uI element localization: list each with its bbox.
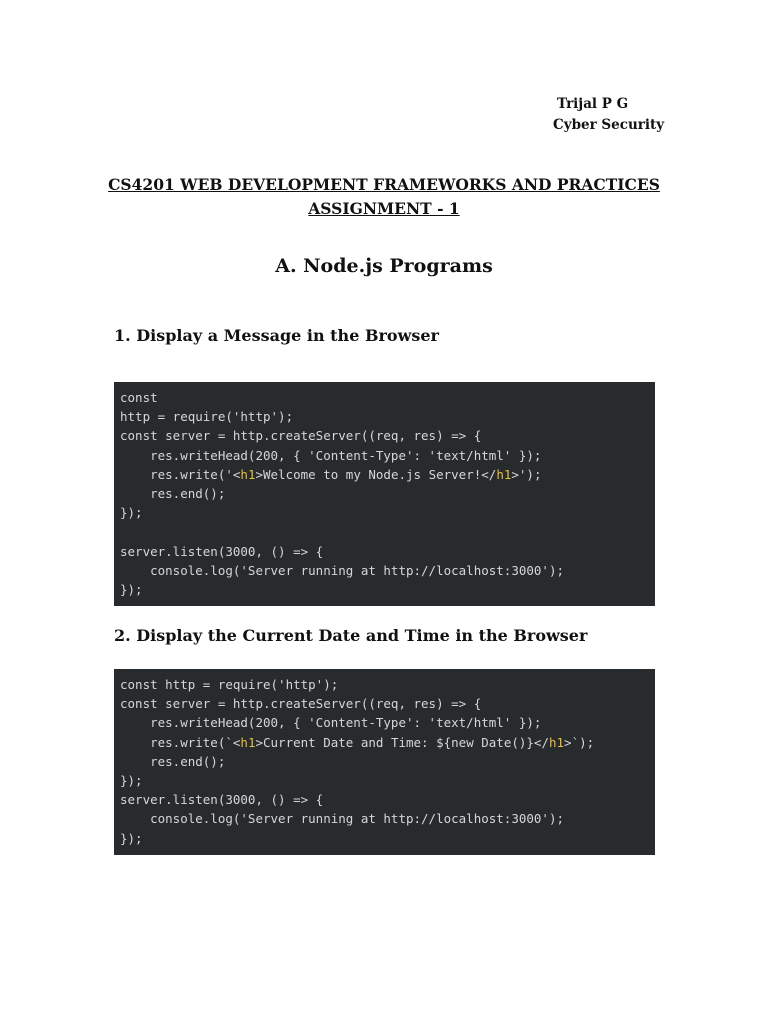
code-text: res.writeHead(200, { 'Content-Type': 'text/html' }); [120,715,542,731]
code-line [120,388,649,407]
program-2-code-block [114,669,655,855]
code-text: const server = http.createServer((req, res) => { [120,428,482,444]
code-text: res.write('< [120,466,241,482]
code-line [120,522,649,541]
author-name: Trijal P G [557,96,629,112]
code-text: }); [120,581,143,597]
code-text: http = require('http'); [120,409,294,425]
code-text: const [120,390,158,405]
code-line [120,465,649,484]
code-text: console.log('Server running at http://localhost:3000'); [120,562,565,578]
code-text: console.log('Server running at http://localhost:3000'); [120,811,565,827]
code-line [120,580,649,599]
code-line [120,446,649,465]
code-line [120,426,649,445]
assignment-title: ASSIGNMENT - 1 [308,199,460,218]
author-department: Cyber Security [553,117,665,133]
program-1-heading: 1. Display a Message in the Browser [114,326,439,345]
code-line [120,694,649,713]
code-text: }); [120,830,143,846]
code-line [120,561,649,580]
code-text: >'); [511,466,542,482]
code-text: }); [120,505,143,521]
code-html-tag: h1 [496,466,512,482]
code-html-tag: h1 [548,734,565,750]
code-text: server.listen(3000, () => { [120,543,324,559]
code-text: >Welcome to my Node.js Server!</ [255,466,497,482]
code-line [120,809,649,828]
code-text: res.writeHead(200, { 'Content-Type': 'text/html' }); [120,447,542,463]
code-line [120,503,649,522]
code-line [120,829,649,848]
program-1-code-block [114,382,655,606]
code-line [120,752,649,771]
code-text: const http = require('http'); [120,677,339,692]
code-text: >`); [564,734,595,750]
author-info [553,94,664,136]
code-line [120,733,649,752]
program-2-heading: 2. Display the Current Date and Time in the Browser [114,626,588,645]
code-text: res.end(); [120,485,226,501]
code-line [120,675,649,694]
code-line [120,407,649,426]
code-line [120,484,649,503]
code-line [120,771,649,790]
code-line [120,790,649,809]
code-html-tag: h1 [240,734,256,750]
code-text: >Current Date and Time: ${new Date()}</ [255,734,549,750]
code-line [120,542,649,561]
code-text: }); [120,772,143,788]
code-html-tag: h1 [240,466,256,482]
course-title: CS4201 WEB DEVELOPMENT FRAMEWORKS AND PRACTICES [108,175,660,194]
code-text: res.end(); [120,753,226,769]
code-text: server.listen(3000, () => { [120,792,324,808]
code-text: const server = http.createServer((req, res) => { [120,696,482,712]
section-heading: A. Node.js Programs [275,255,493,277]
code-text: res.write(`< [120,734,241,750]
code-line [120,713,649,732]
document-title [0,173,768,221]
